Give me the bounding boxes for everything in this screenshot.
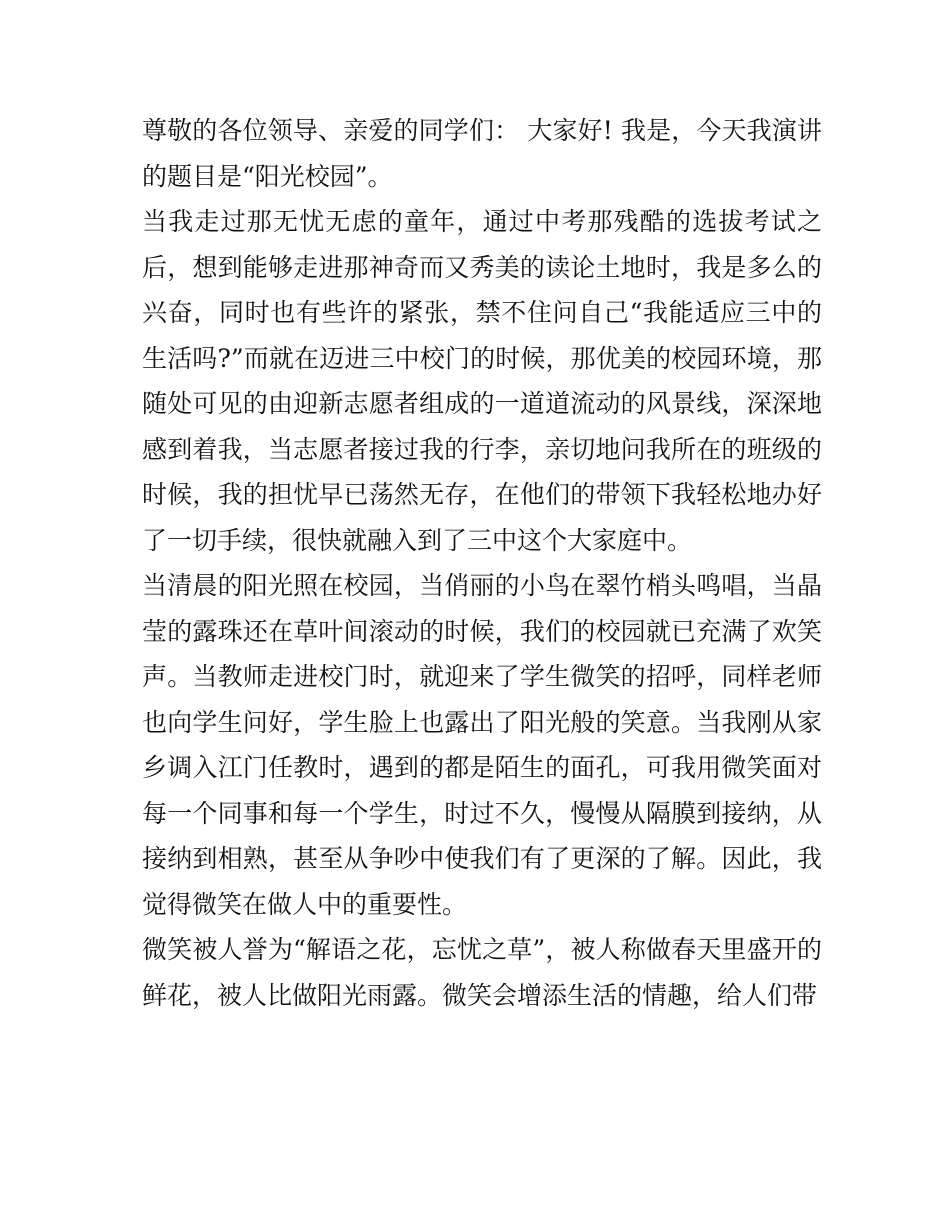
document-body [142,108,822,1018]
paragraph-greeting: 尊敬的各位领导、亲爱的同学们： 大家好! 我是，今天我演讲的题目是“阳光校园”。 [142,116,822,191]
paragraph-arrival: 当我走过那无忧无虑的童年，通过中考那残酷的选拔考试之后，想到能够走进那神奇而又秀美的读论土地时，我是多么的兴奋，同时也有些许的紧张，禁不住问自己“我能适应三中的生活吗?”而就在迈进三中校门的时候，那优美的校园环境，那随处可见的由迎新志愿者组成的一道道流动的风景线，深深地感到着我，当志愿者接过我的行李，亲切地问我所在的班级的时候，我的担忧早已荡然无存，在他们的带领下我轻松地办好了一切手续，很快就融入到了三中这个大家庭中。 [142,207,822,555]
paragraph-smile: 微笑被人誉为“解语之花，忘忧之草”，被人称做春天里盛开的鲜花，被人比做阳光雨露。微笑会增添生活的情趣，给人们带 [142,935,822,1010]
paragraph-morning: 当清晨的阳光照在校园，当俏丽的小鸟在翠竹梢头鸣唱，当晶莹的露珠还在草叶间滚动的时候，我们的校园就已充满了欢笑声。当教师走进校门时，就迎来了学生微笑的招呼，同样老师也向学生问好，学生脸上也露出了阳光般的笑意。当我刚从家乡调入江门任教时，遇到的都是陌生的面孔，可我用微笑面对每一个同事和每一个学生，时过不久，慢慢从隔膜到接纳，从接纳到相熟，甚至从争吵中使我们有了更深的了解。因此，我觉得微笑在做人中的重要性。 [142,571,822,919]
